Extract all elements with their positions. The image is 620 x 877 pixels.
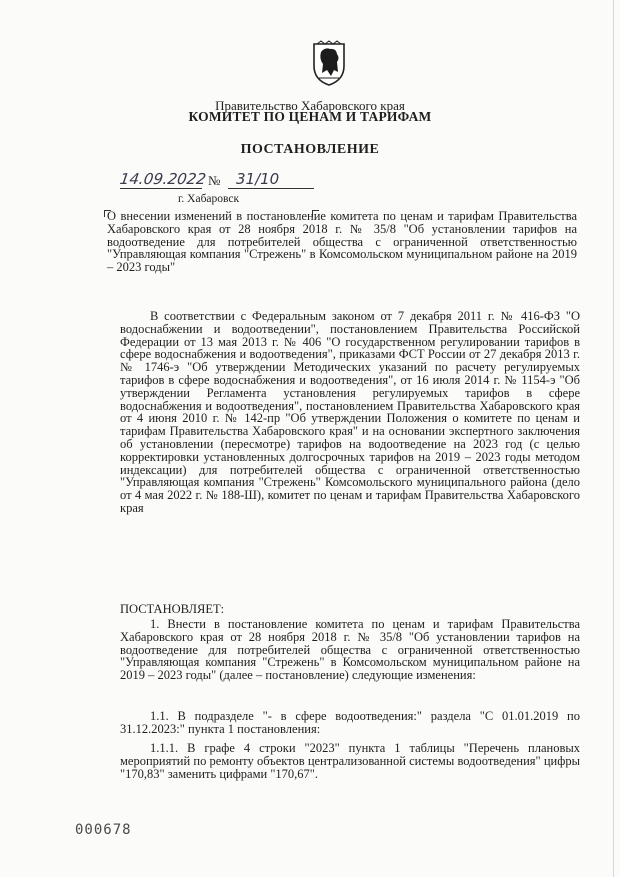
document-subject: О внесении изменений в постановление комитета по ценам и тарифам Правительства Хабаровского края от 28 ноября 2018 г. № 35/8 "Об установлении тарифов на водоотведение для потребителей общества с ограниченной ответственностью "Управляющая компания "Стрежень" в Комсомольском муниципальном районе на 2019 – 2023 годы" — [107, 209, 577, 275]
document-type: ПОСТАНОВЛЕНИЕ — [240, 142, 380, 157]
page-edge — [613, 0, 614, 877]
handwritten-date: 14.09.2022 — [118, 170, 208, 188]
date-number-line — [120, 170, 440, 192]
resolves-heading: ПОСТАНОВЛЯЕТ: — [120, 602, 225, 616]
preamble-paragraph: В соответствии с Федеральным законом от 7 декабря 2011 г. № 416-ФЗ "О водоснабжении и водоотведении", постановлением Правительства Российской Федерации от 13 мая 2013 г. № 406 "О государственном регулировании тарифов в сфере водоснабжения и водоотведения", приказами ФСТ России от 27 декабря 2013 г. № 1746-э "Об утверждении Методических указаний по расчету регулируемых тарифов в сфере водоснабжения и водоотведения", от 16 июля 2014 г. № 1154-э "Об утверждении Регламента установления регулируемых тарифов в сфере водоснабжения и водоотведения", постановлением Правительства Хабаровского края от 4 июня 2010 г. № 142-пр "Об утверждении Положения о комитете по ценам и тарифам Правительства Хабаровского края" и на основании экспертного заключения об установлении (пересмотре) тарифов на водоотведение на 2023 год (с целью корректировки установленных долгосрочных тарифов на 2019 – 2023 годы методом индексации) для потребителей общества с ограниченной ответственностью "Управляющая компания "Стрежень" Комсомольского муниципального района (дело от 4 мая 2022 г. № 188-Ш), комитет по ценам и тарифам Правительства Хабаровского края — [120, 309, 580, 515]
number-underline — [228, 188, 314, 189]
number-sign: № — [208, 173, 221, 188]
government-name: Правительство Хабаровского края — [215, 98, 405, 113]
item-1: 1. Внести в постановление комитета по ценам и тарифам Правительства Хабаровского края от 28 ноября 2018 г. № 35/8 "Об установлении тарифов на водоотведение для потребителей общества с ограниченной ответственностью "Управляющая компания "Стрежень" в Комсомольском муниципальном районе на 2019 – 2023 годы" (далее – постановление) следующие изменения: — [120, 617, 580, 683]
committee-name: КОМИТЕТ ПО ЦЕНАМ И ТАРИФАМ — [188, 109, 432, 124]
date-underline — [120, 188, 202, 189]
item-1-1: 1.1. В подразделе "- в сфере водоотведения:" раздела "С 01.01.2019 по 31.12.2023:" пункта 1 постановления: — [120, 709, 580, 736]
serial-stamp: 000678 — [75, 822, 132, 838]
coat-of-arms-icon — [311, 40, 347, 86]
city: г. Хабаровск — [178, 193, 240, 205]
item-1-1-1: 1.1.1. В графе 4 строки "2023" пункта 1 таблицы "Перечень плановых мероприятий по ремонту объектов централизованной системы водоотведения" цифры "170,83" заменить цифрами "170,67". — [120, 741, 580, 781]
handwritten-number: 31/10 — [236, 170, 280, 188]
